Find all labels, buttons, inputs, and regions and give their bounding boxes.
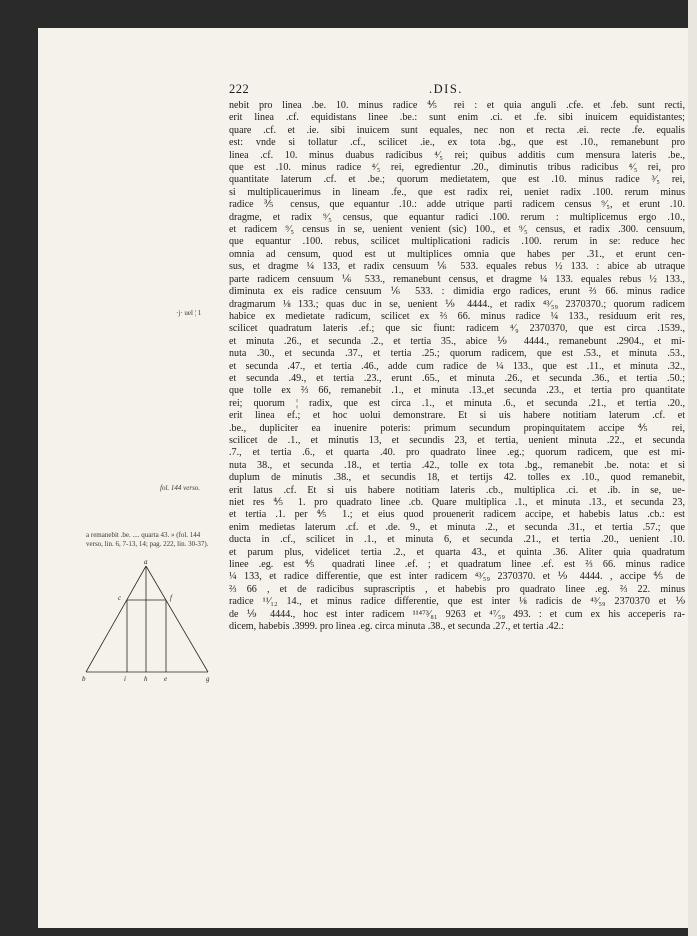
text-line: et secunda .49., et tertia .23., erunt .65., et minuta .26., et secunda .36., et tertia .50.;: [229, 372, 685, 384]
text-line: linea .cf. 10. minus duabus radicibus ⁴⁄₅ rei; quibus additis cum mensura lateris .be.,: [229, 149, 685, 161]
text-line: erit latus .cf. Et si uis habere notitiam lateris .cb., multiplica .ci. et .ib. in se, ue-: [229, 484, 685, 496]
text-line: quantitate laterum .cf. et .be.; quorum medietatem, que est .10. minus radice ³⁄₅ rei,: [229, 174, 685, 186]
margin-note-variant: ·j· uel ¦ 1: [176, 309, 202, 317]
text-line: rei; quorum ¦ radix, que est circa .1., et minuta .6., et secunda .21., et tertia .20.,: [229, 397, 685, 409]
text-line: que est .10. minus radice ⁴⁄₅ rei, egredientur .20., diminutis tribus radicibus ⁴⁄₅ rei, pro: [229, 162, 685, 174]
label-g: g: [206, 675, 210, 683]
text-line: dragmarum ⅛ 133.; quas duc in se, uenient ⅑ 4444., et radix ⁴³⁄₅₉ 2370370.; quorum radicem: [229, 298, 685, 310]
text-line: et parum plus, videlicet tertia .2., et quarta 43., et quinta .36. Aliter quia quadratum: [229, 546, 685, 558]
text-line: ¼ 133, et radice differentie, que est inter radicem ⁴³⁄₅₉ 2370370. et ⅑ 4444. , accipe ⅘ de: [229, 571, 685, 583]
line-ab: [86, 566, 146, 672]
text-line: duplum de minutis .38., et secundis 18, et tertijs 42. tolles ex .10., quod remanebit,: [229, 472, 685, 484]
margin-note-footnote: a remanebit .be. .... quarta 43. » (fol. 144 verso, lin. 6, 7-13, 14; pag. 222, lin. 30-37).: [86, 531, 209, 548]
text-line: et minuta .26., et secunda .2., et tertia 35., abice ⅑ 4444., remanebunt .2904., et mi-: [229, 335, 685, 347]
label-a: a: [144, 560, 148, 566]
margin-note-folio: fol. 144 verso.: [160, 484, 201, 492]
text-line: .be., dupliciter ea inuenire poteris: primum secundum propinquitatem accipe ⅘ rei,: [229, 422, 685, 434]
label-b: b: [82, 675, 86, 683]
body-text: [229, 100, 685, 633]
geometry-figure: [80, 560, 215, 685]
text-line: dragme, et radix ⁹⁄₅ census, que equantur radici .100. rerum : multiplicemus ergo .10.,: [229, 211, 685, 223]
text-line: et secunda .47., et tertia .46., adde cum radice de ¼ 133., que est .11., et minuta .32.,: [229, 360, 685, 372]
text-line: radice ¹¹⁄₁₂ 14., et minus radice differentie, que est inter ⅛ radicis de ⁴³⁄₅₉ 2370370 et ⅑: [229, 596, 685, 608]
text-line: quare .cf. et .ie. sibi inuicem sunt equales, nec non et recta .ei. recte .fe. equalis: [229, 124, 685, 136]
text-line: que tolle ex ⅔ 66, remanebit .1., et minuta .13.,et secunda .23., et tertia pro quantitate: [229, 385, 685, 397]
text-line: erit linea .cf. equidistans linee .be.: sunt enim .ci. et .fe. sibi inuicem equidistantes;: [229, 112, 685, 124]
text-line: de ⅑ 4444., hoc est inter radicem ¹¹⁴⁷³⁄₈₁ 9263 et ⁴⁷⁄₅₉ 493. : et cum ex his acceperis ra-: [229, 608, 685, 620]
text-line: et tertia .1. per ⅘ 1.; et eius quod prouenerit radicem accipe, et habebis latus .cb.: est: [229, 509, 685, 521]
text-line: niet res ⅘ 1. pro quadrato linee .cb. Quare multiplica .1., et minuta .13., et secunda 23,: [229, 497, 685, 508]
text-line: sus, et dragme ¼ 133, et radix censuum ⅙ 533. equales rebus ½ 133. : abice ab utraque: [229, 261, 685, 273]
running-head: .DIS.: [429, 82, 463, 96]
adjacent-page-edge: [688, 0, 697, 936]
label-f: f: [170, 594, 172, 602]
page-number: 222: [229, 82, 250, 96]
text-line: scilicet de .1., et minutis 13, et secundis 23, et tertia, uenient minuta .22., et secunda: [229, 434, 685, 446]
text-line: si multiplicauerimus in lineam .fe., que est radix rei, ueniet radix .100. rerum minus: [229, 186, 685, 198]
text-line: ⅔ 66 , et de radicibus suprascriptis , et habebis pro quadrato linee .eg. ⅔ 22. minus: [229, 583, 685, 595]
label-h: h: [144, 675, 148, 683]
label-e: e: [164, 675, 168, 683]
line-ag: [146, 566, 208, 672]
text-line: enim medietas laterum .cf. et .de. 9., et minuta .2., et secunda .31., et tertia .57.; que: [229, 521, 685, 533]
text-line: et radicem ⁹⁄₅ census in se, uenient venient (sic) 100., et ⁹⁄₅ census, et radix .300. censuum,: [229, 224, 685, 236]
text-line: est: vnde si tollatur .cf., scilicet .ie., ex tota .bg., que est .10., remanebunt pro: [229, 137, 685, 149]
text-line: habice ex medietate radicum, scilicet ex ⅔ 66. minus radice ¼ 133., residuum erit res,: [229, 310, 685, 322]
text-line: .7., et tertia .6., et quarta .40. pro quadrato linee .eg.; quorum radicem, que est mi-: [229, 447, 685, 459]
text-line: nuta 38., et secunda .18., et tertia .42., tolle ex tota .bg., remanebit .be. nota: et si: [229, 459, 685, 471]
text-line: parte radicem censuum ⅙ 533., remanebunt census, et dragme ¼ 133. equales rebus ½ 133.,: [229, 273, 685, 285]
text-line: que equantur .100. rebus, scilicet multiplicationi radicis .100. rerum in se: reduce hec: [229, 236, 685, 248]
text-line: diminuta ex eis radice censuum ⅙ 533. : dimidia ergo radices, erunt ⅔ 66. minus radice: [229, 286, 685, 298]
page-header: [229, 82, 685, 98]
text-line: scilicet quadratum lateris .ef.; que sic fiunt: radicem ⁴⁄₉ 2370370, que est circa .1539.,: [229, 323, 685, 335]
text-line: omnia ad censum, quod est ut multiplices omnia que habes per .31., et erunt cen-: [229, 248, 685, 260]
text-line: dicem, habebis .3999. pro linea .eg. circa minuta .38., et secunda .27., et tertia .42.:: [229, 621, 564, 633]
text-line: radice ⅗ census, que equantur .10.: adde utrique parti radicem census ⁹⁄₅, et erunt .10.: [229, 199, 685, 211]
text-line: nuta .30., et secunda .37., et tertia .25.; quorum radicem, que est .53., et minuta .53.,: [229, 348, 685, 360]
text-line: linee .eg. est ⅘ quadrati linee .ef. ; et quadratum linee .ef. est ⅔ 66. minus radice: [229, 559, 685, 571]
text-line: ducta in .cf., scilicet in .1., et minuta 6, et secunda .21., et tertia .20., uenient .10.: [229, 534, 685, 546]
text-line: erit linea ef.; et hoc uolui demonstrare. Et si uis habere notitiam laterum .cf. et: [229, 410, 685, 422]
label-i: i: [124, 675, 126, 683]
label-c: c: [118, 594, 122, 602]
text-line: nebit pro linea .be. 10. minus radice ⅘ rei : et quia anguli .cfe. et .feb. sunt recti,: [229, 100, 685, 111]
